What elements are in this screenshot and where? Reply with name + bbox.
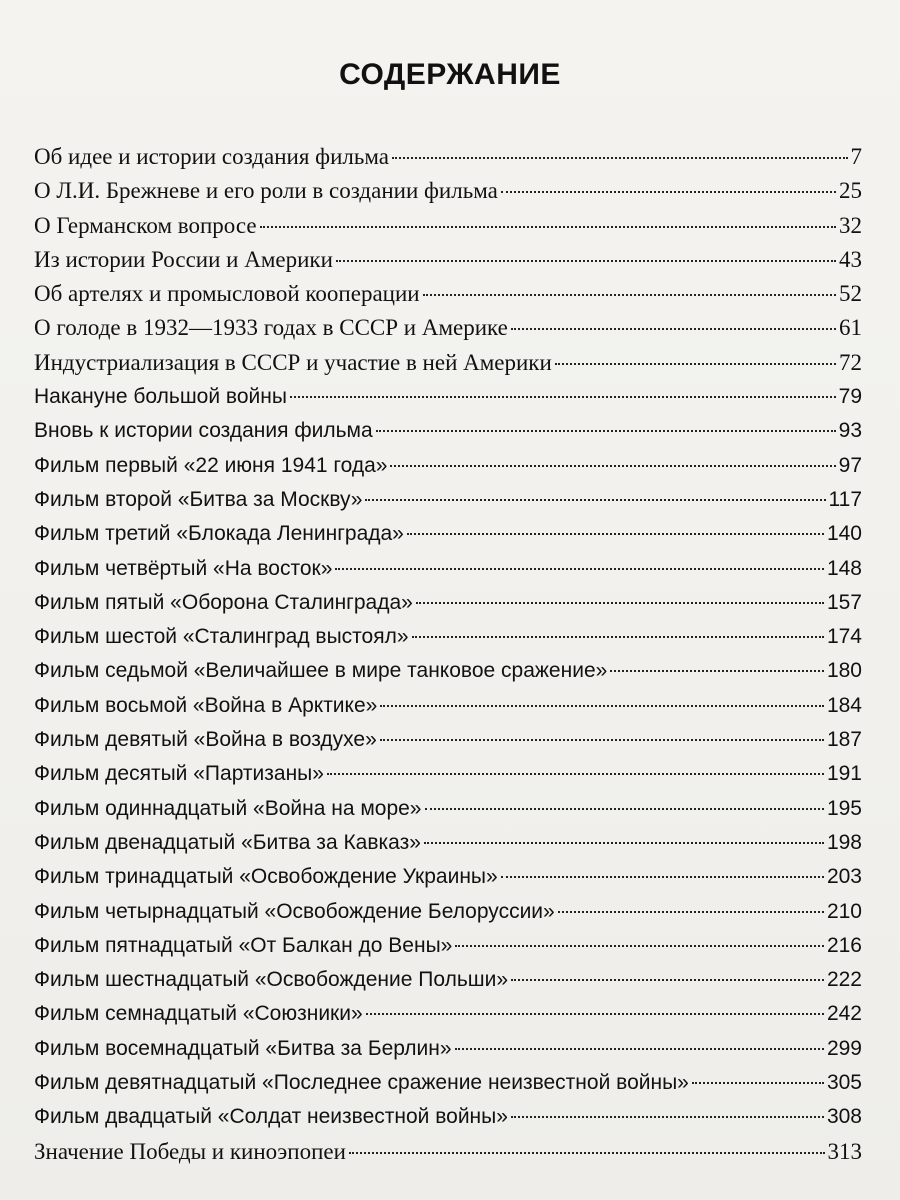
toc-entry (34, 826, 862, 860)
toc-dot-leader (511, 1116, 824, 1118)
toc-page-number: 43 (839, 246, 862, 272)
toc-dot-leader (327, 773, 824, 775)
toc-entry-title: Фильм тринадцатый «Освобождение Украины» (34, 865, 498, 889)
toc-dot-leader (455, 1048, 824, 1050)
toc-dot-leader (390, 465, 835, 467)
toc-entry (34, 552, 862, 586)
toc-page-number: 61 (839, 315, 862, 341)
toc-page-number: 203 (826, 865, 862, 889)
toc-entry-title: О Л.И. Брежневе и его роли в создании фильма (34, 178, 498, 204)
toc-page-number: 97 (838, 453, 862, 477)
toc-dot-leader (290, 396, 836, 398)
toc-page-number: 25 (839, 178, 862, 204)
toc-page-number: 198 (826, 830, 862, 854)
toc-entry (34, 483, 862, 517)
toc-dot-leader (380, 739, 824, 741)
toc-page-number: 242 (826, 1002, 862, 1026)
toc-entry-title: О Германском вопросе (34, 212, 257, 238)
toc-page-number: 195 (826, 796, 862, 820)
toc-page-number: 216 (826, 933, 862, 957)
toc-dot-leader (425, 808, 824, 810)
table-of-contents (34, 140, 862, 1169)
toc-entry (34, 449, 862, 483)
toc-entry-title: Фильм седьмой «Величайшее в мире танковое сражение» (34, 659, 608, 683)
toc-entry-title: Фильм одиннадцатый «Война на море» (34, 796, 422, 820)
toc-page-number: 93 (838, 419, 862, 443)
toc-entry (34, 346, 862, 380)
toc-entry (34, 963, 862, 997)
toc-page-number: 187 (826, 728, 862, 752)
toc-entry-title: Значение Победы и киноэпопеи (34, 1138, 346, 1164)
toc-entry-title: Индустриализация в СССР и участие в ней Америки (34, 349, 552, 375)
toc-page-number: 79 (838, 385, 862, 409)
toc-entry-title: Фильм десятый «Партизаны» (34, 762, 324, 786)
page-title: СОДЕРЖАНИЕ (339, 58, 561, 91)
toc-entry-title: Фильм семнадцатый «Союзники» (34, 1002, 363, 1026)
toc-entry (34, 586, 862, 620)
toc-page-number: 299 (826, 1036, 862, 1060)
toc-page-number: 140 (826, 522, 862, 546)
toc-entry (34, 140, 862, 174)
toc-dot-leader (423, 294, 836, 296)
toc-dot-leader (336, 260, 836, 262)
toc-page-number: 32 (839, 212, 862, 238)
toc-dot-leader (416, 602, 824, 604)
toc-entry-title: Об артелях и промысловой кооперации (34, 281, 420, 307)
toc-entry (34, 277, 862, 311)
toc-entry-title: Фильм четырнадцатый «Освобождение Белоруссии» (34, 899, 555, 923)
toc-dot-leader (349, 1152, 825, 1154)
toc-dot-leader (376, 430, 836, 432)
toc-dot-leader (455, 945, 824, 947)
toc-entry (34, 997, 862, 1031)
toc-dot-leader (511, 328, 836, 330)
toc-dot-leader (260, 226, 836, 228)
toc-entry-title: Фильм шестой «Сталинград выстоял» (34, 625, 409, 649)
toc-entry-title: Фильм шестнадцатый «Освобождение Польши» (34, 968, 509, 992)
toc-page-number: 210 (826, 899, 862, 923)
toc-entry (34, 1135, 862, 1169)
toc-page-number: 305 (826, 1071, 862, 1095)
toc-dot-leader (501, 876, 824, 878)
toc-entry (34, 620, 862, 654)
toc-page-number: 308 (826, 1105, 862, 1129)
toc-entry (34, 414, 862, 448)
toc-dot-leader (555, 363, 836, 365)
toc-entry-title: Накануне большой войны (34, 385, 287, 409)
toc-entry-title: Фильм девятнадцатый «Последнее сражение неизвестной войны» (34, 1071, 689, 1095)
toc-entry (34, 860, 862, 894)
toc-page-number: 180 (826, 659, 862, 683)
toc-page-number: 7 (850, 144, 862, 169)
toc-dot-leader (366, 1013, 824, 1015)
toc-page-number: 222 (826, 968, 862, 992)
toc-entry-title: Фильм четвёртый «На восток» (34, 556, 333, 580)
toc-entry (34, 243, 862, 277)
toc-dot-leader (380, 705, 824, 707)
toc-entry-title: Фильм третий «Блокада Ленинграда» (34, 522, 404, 546)
toc-entry (34, 757, 862, 791)
toc-page-number: 117 (828, 487, 862, 511)
toc-entry-title: Фильм восемнадцатый «Битва за Берлин» (34, 1036, 452, 1060)
toc-entry-title: Фильм пятнадцатый «От Балкан до Вены» (34, 933, 453, 957)
toc-entry (34, 929, 862, 963)
toc-entry-title: Фильм пятый «Оборона Сталинграда» (34, 590, 413, 614)
toc-entry-title: Фильм восьмой «Война в Арктике» (34, 693, 378, 717)
toc-entry-title: Фильм первый «22 июня 1941 года» (34, 453, 388, 477)
toc-entry-title: Фильм двадцатый «Солдат неизвестной войны» (34, 1105, 508, 1129)
toc-entry-title: Фильм второй «Битва за Москву» (34, 487, 363, 511)
toc-dot-leader (365, 499, 825, 501)
toc-entry (34, 689, 862, 723)
toc-entry (34, 1032, 862, 1066)
toc-page-number: 184 (826, 693, 862, 717)
toc-entry (34, 654, 862, 688)
toc-entry-title: О голоде в 1932—1933 годах в СССР и Америке (34, 315, 508, 341)
toc-dot-leader (424, 842, 824, 844)
toc-entry (34, 517, 862, 551)
toc-entry (34, 792, 862, 826)
toc-dot-leader (392, 157, 848, 159)
toc-entry-title: Из истории России и Америки (34, 246, 333, 272)
toc-dot-leader (335, 568, 824, 570)
toc-entry (34, 1100, 862, 1134)
toc-entry-title: Фильм двенадцатый «Битва за Кавказ» (34, 830, 421, 854)
toc-page-number: 157 (826, 590, 862, 614)
toc-entry (34, 209, 862, 243)
toc-dot-leader (558, 911, 824, 913)
toc-entry (34, 895, 862, 929)
toc-dot-leader (610, 670, 824, 672)
toc-dot-leader (412, 636, 824, 638)
toc-entry (34, 1066, 862, 1100)
toc-page-number: 148 (826, 556, 862, 580)
toc-dot-leader (501, 191, 836, 193)
toc-entry (34, 311, 862, 345)
toc-dot-leader (407, 533, 824, 535)
toc-entry (34, 723, 862, 757)
toc-dot-leader (511, 979, 824, 981)
toc-page-number: 72 (839, 349, 862, 375)
toc-entry (34, 380, 862, 414)
toc-entry-title: Вновь к истории создания фильма (34, 419, 373, 443)
toc-entry-title: Об идее и истории создания фильма (34, 144, 389, 169)
toc-dot-leader (692, 1082, 824, 1084)
toc-page-number: 52 (839, 281, 862, 307)
toc-entry-title: Фильм девятый «Война в воздухе» (34, 728, 377, 752)
toc-page-number: 174 (826, 625, 862, 649)
toc-page-number: 191 (826, 762, 862, 786)
toc-page-number: 313 (827, 1138, 862, 1164)
toc-entry (34, 174, 862, 208)
